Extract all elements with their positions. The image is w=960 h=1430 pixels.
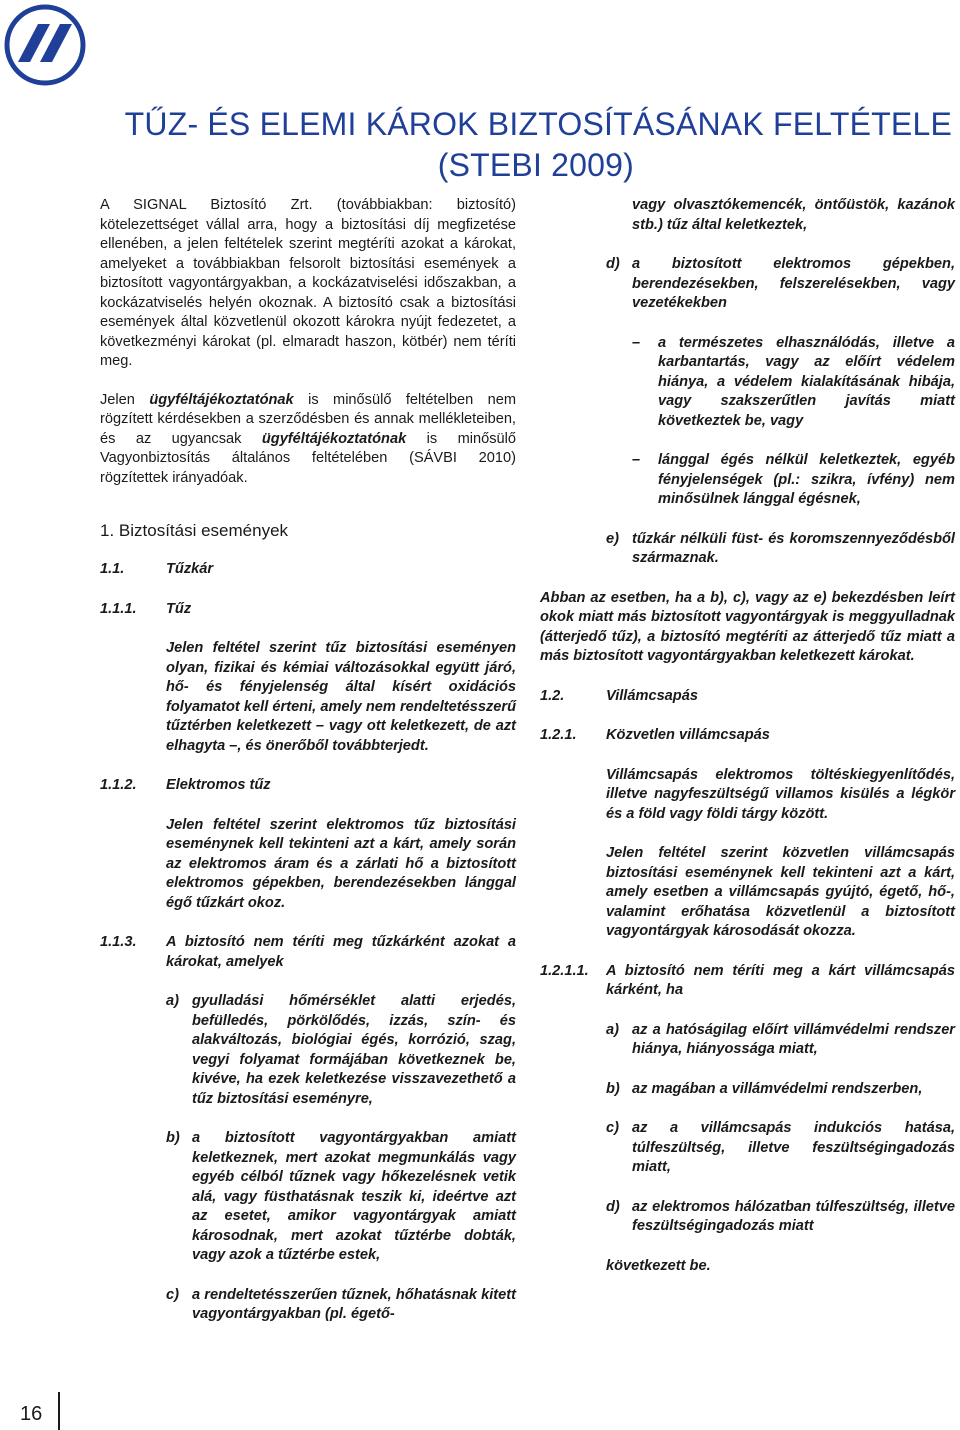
section-1-2 [540, 687, 955, 707]
signal-logo [4, 4, 86, 86]
section-title: Villámcsapás [606, 687, 698, 704]
intro-paragraph-2: Jelen ügyféltájékoztatónak is minősülő feltételben nem rögzített kérdésekben a szerződésben és annak mellékleteiben, és az ugyancsak ügyféltájékoztatónak is minősülő Vagyonbiztosítás általános feltételében (SÁVBI 2010) rögzítettek irányadóak. [100, 391, 516, 486]
section-number: 1.1.3. [100, 934, 137, 950]
exclusion-item-a: a) gyulladási hőmérséklet alatti erjedés, befülledés, pörkölődés, izzás, szín- és alakváltozás, biológiai égés, korrózió, szag, vegyi folyamat formájában következnek be, kivéve, ha ezek keletkezése visszavezethető a tűz biztosítási eseményre, [166, 993, 516, 1107]
section-heading: 1. Biztosítási események [100, 521, 289, 540]
lightning-item-a: a) az a hatóságilag előírt villámvédelmi rendszer hiánya, hiányossága miatt, [606, 1021, 955, 1057]
section-text: Jelen feltétel szerint elektromos tűz biztosítási eseménynek kell tekinteni azt a kárt, amely során az elektromos áram és a zárlati hő a biztosított elektromos gépekben, berendezésekben lánggal égő tűzkárt okoz. [166, 816, 516, 911]
continued-text: vagy olvasztókemencék, öntőüstök, kazánok stb.) tűz által keletkeztek, [632, 197, 955, 233]
section-number: 1.1.1. [100, 600, 137, 617]
footer-divider [58, 1392, 60, 1430]
lightning-item-b: b) az magában a villámvédelmi rendszerben, [606, 1080, 923, 1097]
section-lead: A biztosító nem téríti meg a kárt villámcsapás kárként, ha [606, 962, 955, 998]
exclusion-item-e: e) tűzkár nélküli füst- és koromszennyeződésből származnak. [606, 530, 955, 566]
section-number: 1.1.2. [100, 777, 137, 793]
emphasis-term: ügyféltájékoztatónak [149, 391, 294, 408]
right-column [540, 196, 955, 1276]
closing-text: következett be. [606, 1257, 711, 1274]
dash-item: – a természetes elhasználódás, illetve a karbantartás, vagy az előírt védelem hiánya, a védelem kialakításának hibája, vagy szakszerűtlen javítás miatt következtek be, vagy [632, 334, 955, 429]
exclusion-item-d: d) a biztosított elektromos gépekben, berendezésekben, felszerelésekben, vagy vezetékekben [606, 256, 955, 311]
exclusion-item-b: b) a biztosított vagyontárgyakban amiatt keletkeznek, mert azokat megmunkálás vagy egyéb célból tűznek vagy hőkezelésnek vetik alá, vagy füsthatásnak teszik ki, ideértve azt az esetet, amikor vagyontárgyak amiatt károsodnak, mert azokat tűztérbe dobták, vagy azok a tűztérbe estek, [166, 1130, 516, 1263]
spread-fire-paragraph: Abban az esetben, ha a b), c), vagy az e) bekezdésben leírt okok miatt más biztosított vagyontárgyak is meggyulladnak (átterjedő tűz), a biztosító megtéríti az átterjedő tűz miatt a más biztosított vagyontárgyakban keletkezett károkat. [540, 589, 955, 664]
emphasis-term: ügyféltájékoztatónak [261, 430, 407, 447]
section-text: Villámcsapás elektromos töltéskiegyenlítődés, illetve nagyfeszültségű villamos kisülés a légkör és a föld vagy földi tárgy között. [606, 766, 955, 822]
section-number: 1.1. [100, 561, 125, 577]
section-1-1 [100, 560, 516, 580]
section-1-1-1 [100, 600, 516, 620]
section-number: 1.2.1.1. [540, 962, 589, 979]
section-number: 1.2. [540, 687, 565, 704]
section-1-2-1-1 [540, 962, 955, 1001]
section-title: Elektromos tűz [166, 777, 271, 793]
section-1-1-2 [100, 776, 516, 796]
page-number: 16 [20, 1403, 43, 1425]
page-title-line1: TŰZ- ÉS ELEMI KÁROK BIZTOSÍTÁSÁNAK FELTÉTELE [124, 106, 952, 142]
section-title: Közvetlen villámcsapás [606, 727, 770, 743]
section-number: 1.2.1. [540, 727, 577, 743]
section-lead: A biztosító nem téríti meg tűzkárként azokat a károkat, amelyek [166, 934, 516, 970]
intro-paragraph-1: A SIGNAL Biztosító Zrt. (továbbiakban: biztosító) kötelezettséget vállal arra, hogy a biztosítási díj megfizetése ellenében, a jelen feltételek szerint megtéríti azokat a károkat, amelyeket a továbbiakban felsorolt biztosítási események a biztosított vagyontárgyakban, a kockázatviselési időszakban, a kockázatviselés helyén okoznak. A biztosító csak a biztosítási események által közvetlenül okozott károkra nyújt fedezetet, a következményi károkat (pl. elmaradt haszon, kötbér) nem téríti meg. [100, 197, 516, 369]
lightning-item-c: c) az a villámcsapás indukciós hatása, túlfeszültség, illetve feszültségingadozás miatt, [606, 1120, 955, 1175]
section-title: Tűzkár [166, 561, 214, 577]
left-column [100, 196, 516, 1325]
lightning-item-d: d) az elektromos hálózatban túlfeszültség, illetve feszültségingadozás miatt [606, 1198, 955, 1234]
section-1-2-1 [540, 726, 955, 746]
section-text: Jelen feltétel szerint közvetlen villámcsapás biztosítási eseménynek kell tekinteni azt a kárt, amely esetben a villámcsapás gyújtó, égető, hő-, valamint erőhatása közvetlenül a biztosított vagyontárgyak károsodását okozza. [606, 845, 955, 939]
exclusion-item-c: c) a rendeltetésszerűen tűznek, hőhatásnak kitett vagyontárgyakban (pl. égető- [166, 1286, 516, 1322]
dash-item: – lánggal égés nélkül keletkeztek, egyéb fényjelenségek (pl.: szikra, ívfény) nem minősülnek lánggal égésnek, [632, 452, 955, 507]
section-text: Jelen feltétel szerint tűz biztosítási eseményen olyan, fizikai és kémiai változásokkal együtt járó, hő- és fényjelenség által kísért oxidációs folyamatot kell érteni, amely nem rendeltetésszerű tűztérben keletkezett – vagy ott keletkezett, de azt elhagyta –, és önerőből továbbterjedt. [166, 640, 516, 754]
section-title: Tűz [166, 600, 192, 617]
page-title-line2: (STEBI 2009) [437, 147, 634, 183]
section-1-1-3 [100, 933, 516, 972]
